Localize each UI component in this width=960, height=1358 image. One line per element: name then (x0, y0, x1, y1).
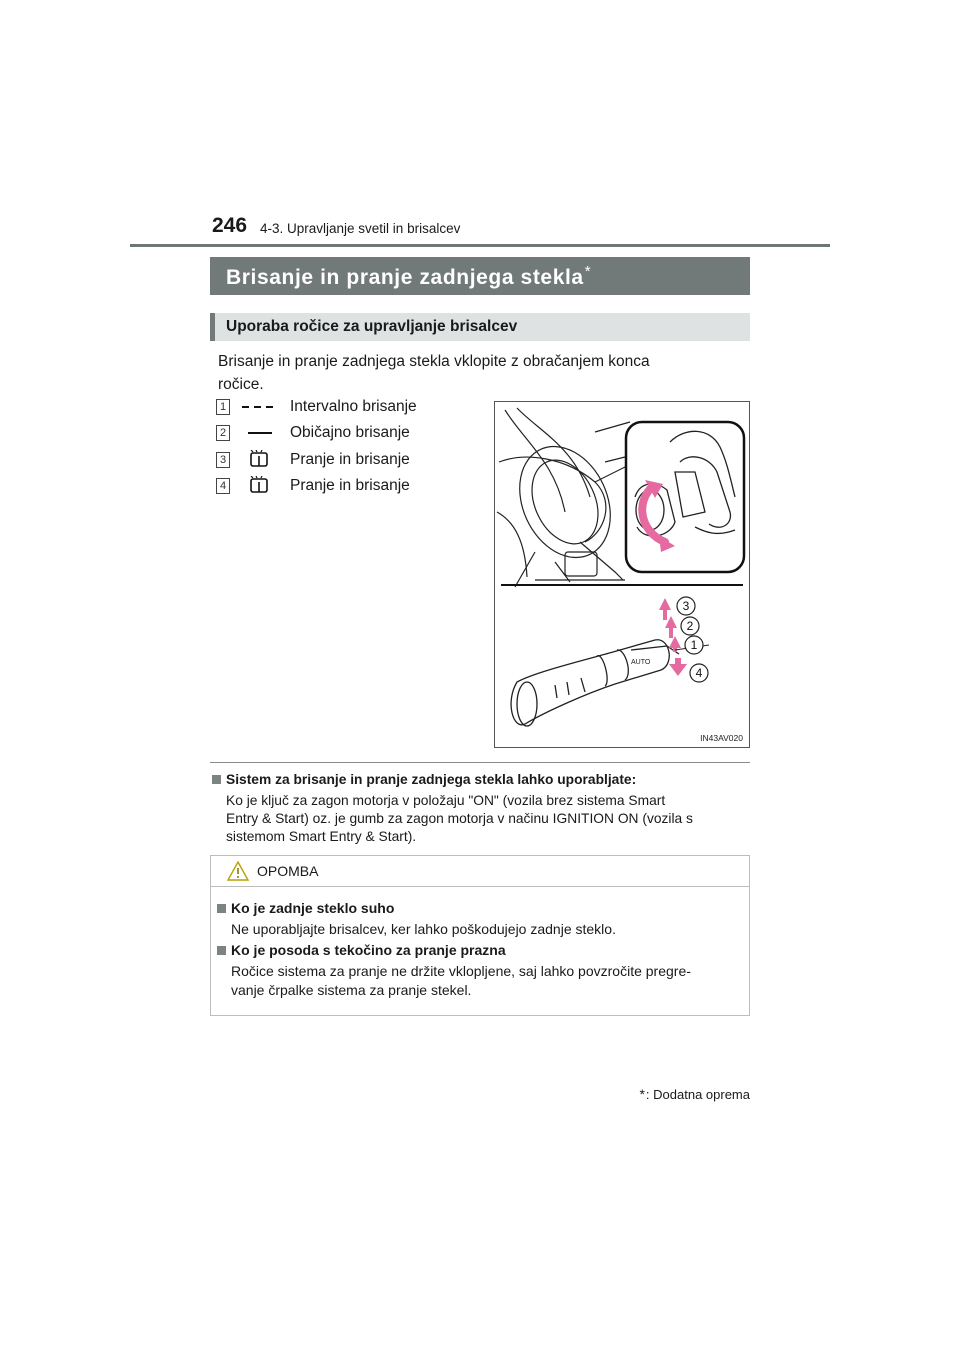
caution-box (210, 855, 750, 1016)
intermittent-dash-icon (240, 397, 280, 417)
intro-line-2: ročice. (218, 376, 264, 393)
legend-item-1 (216, 397, 486, 417)
square-bullet-icon (217, 904, 226, 913)
rear-washer-icon (240, 450, 280, 470)
intro-line-1: Brisanje in pranje zadnjega stekla vklopite z obračanjem konca (218, 353, 650, 370)
caution-item-line: Ne uporabljajte brisalcev, ker lahko poškodujejo zadnje steklo. (231, 921, 616, 937)
svg-text:AUTO: AUTO (631, 659, 651, 666)
divider (210, 762, 750, 763)
header-rule (130, 244, 830, 247)
caution-header (211, 856, 749, 887)
note-line-3: sistemom Smart Entry & Start). (226, 829, 417, 844)
warning-triangle-icon (227, 861, 249, 881)
legend-item-4 (216, 476, 486, 496)
caution-item-line: Ročice sistema za pranje ne držite vklopljene, saj lahko povzročite pregre- (231, 963, 691, 979)
asterisk-icon: * (639, 1086, 645, 1102)
callout-2: 2 (686, 619, 694, 633)
caution-title: OPOMBA (257, 863, 319, 879)
asterisk-icon: * (584, 263, 592, 280)
footnote-text: : Dodatna oprema (645, 1086, 750, 1102)
note-line-2: Entry & Start) oz. je gumb za zagon motorja v načinu IGNITION ON (vozila s (226, 811, 693, 826)
legend-number: 4 (216, 478, 230, 494)
note-heading-text: Sistem za brisanje in pranje zadnjega stekla lahko uporabljate: (226, 772, 637, 787)
caution-item-line: vanje črpalke sistema za pranje stekel. (231, 982, 472, 998)
legend-number: 1 (216, 399, 230, 415)
figure-id: IN43AV020 (700, 733, 743, 743)
wiper-lever-illustration (494, 401, 750, 748)
legend-label: Pranje in brisanje (290, 477, 410, 494)
legend-label: Pranje in brisanje (290, 451, 410, 468)
page-number: 246 (212, 214, 248, 237)
note-body (226, 792, 746, 846)
running-header: 4-3. Upravljanje svetil in brisalcev (260, 221, 461, 236)
legend-label: Intervalno brisanje (290, 398, 417, 415)
note-line-1: Ko je ključ za zagon motorja v položaju "ON" (vozila brez sistema Smart (226, 793, 666, 808)
callout-4: 4 (695, 666, 703, 680)
caution-item-heading (217, 900, 394, 916)
legend-number: 2 (216, 425, 230, 441)
section-title-text: Brisanje in pranje zadnjega stekla (226, 266, 584, 289)
note-heading (212, 772, 636, 787)
caution-item-heading-text: Ko je zadnje steklo suho (231, 900, 395, 916)
legend-number: 3 (216, 452, 230, 468)
caution-item-heading (217, 942, 506, 958)
caution-item-body (231, 920, 743, 939)
callout-1: 1 (690, 638, 698, 652)
subsection-title: Uporaba ročice za upravljanje brisalcev (210, 313, 750, 341)
rear-washer-icon (240, 476, 280, 496)
caution-item-body (231, 962, 743, 1000)
continuous-line-icon (240, 423, 280, 443)
legend-item-2 (216, 423, 486, 443)
legend-label: Običajno brisanje (290, 424, 410, 441)
section-title (210, 257, 750, 295)
square-bullet-icon (212, 775, 221, 784)
callout-3: 3 (682, 599, 690, 613)
footnote (639, 1086, 750, 1102)
illustration-drawing (495, 402, 749, 747)
legend-item-3 (216, 450, 486, 470)
square-bullet-icon (217, 946, 226, 955)
intro-paragraph (218, 350, 746, 396)
caution-item-heading-text: Ko je posoda s tekočino za pranje prazna (231, 942, 506, 958)
